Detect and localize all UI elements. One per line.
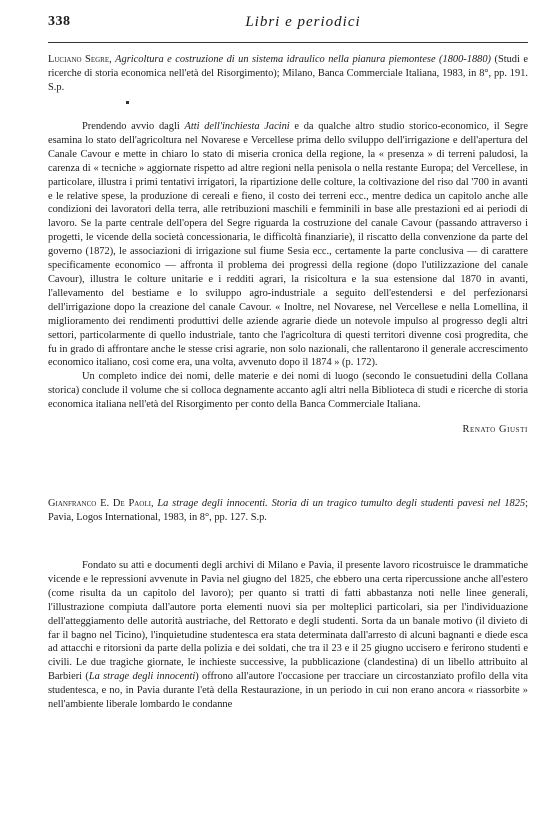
- citation-segre: Luciano Segre, Agricoltura e costruzione di un sistema idraulico nella pianura piemontese (1800-1880) (Studi e ricerche di storia economica nell'età del Risorgimento); Milano, Banca Commerciale Italiana, 1983, in 8°, pp. 191. S.p.: [48, 54, 528, 93]
- book-title: Agricoltura e costruzione di un sistema idraulico nella pianura piemontese (1800-1880): [115, 54, 491, 65]
- page-number: 338: [48, 14, 71, 29]
- running-title: Libri e periodici: [245, 14, 361, 30]
- book-details: ; Pavia, Logos International, 1983, in 8°, pp. 127. S.p.: [48, 498, 528, 524]
- review-segre: [48, 53, 528, 435]
- review-author: Luciano Segre: [48, 54, 110, 65]
- header-rule: [48, 42, 528, 43]
- ink-mark: [126, 101, 129, 104]
- review-paragraph: Prendendo avvio dagli Atti dell'inchiesta Jacini e da qualche altro studio storico-economico, il Segre esamina lo stato dell'agricoltura nel Novarese e Vercellese prima dello sviluppo dell'irrigazione e dell'apertura del Canale Cavour e mette in chiaro lo stato di miseria cronica della regione, la « presenza » di terreni paludosi, la carenza di « tecniche » aggiornate rispetto ad altre regioni nella penisola o nella restante Europa; del Vercellese, in particolare, illustra i primi tentativi irrigatori, la ripartizione delle colture, la coltivazione del riso dal '700 in avanti e le relative spese, la produzione di cereali e fieno, il costo dei terreni ecc., mentre dedica un capitolo anche alle condizioni dei lavoratori della terra, alle retribuzioni maschili e femminili in base alle prestazioni ed ai periodi di lavoro. Se la parte centrale dell'opera del Segre riguarda la costruzione del canale Cavour (passando attraverso i progetti, le vicende della società concessionaria, le difficoltà finanziarie), il riscatto della convenzione da parte del governo (1872), le associazioni di irrigazione sul fiume Sesia ecc., certamente la parte conclusiva — di carattere specificamente economico — affronta il problema dei progressi della regione (dopo l'utilizzazione del canale Cavour), illustra le colture unitarie e i redditi agrari, la risicoltura e la sua estensione dal 1870 in avanti, l'allevamento del bestiame e lo sviluppo agro-industriale a seguito dell'estendersi e del perfezionarsi dell'irrigazione dopo la creazione del canale Cavour. « Inoltre, nel Novarese, nel Vercellese e nella Lomellina, il miglioramento dei rendimenti produttivi delle aziende agrarie diede un notevole impulso al progresso degli altri settori, particolarmente di quello industriale, tanto che l'agricoltura di questi territori divenne così progredita, che fu in grado di affrontare anche le stesse crisi agrarie, non solo nazionali, che rallentarono il generale accrescimento economico italiano, così come era, una volta, avvenuto dopo il 1874 » (p. 172).: [48, 121, 528, 369]
- review-paragraph: Fondato su atti e documenti degli archivi di Milano e Pavia, il presente lavoro ricostruisce le drammatiche vicende e le repressioni avvenute in Pavia nel giugno del 1825, che ebbero una certa ripercussione anche all'estero (come risulta da un capitolo del lavoro); per quanto si tratti di fatti abbastanza noti nelle linee generali, l'illustrazione compiuta dall'autore porta elementi nuovi sia per molteplici particolari, sia per l'individuazione dell'atteggiamento delle autorità austriache, del Rettorato e degli studenti. Sorta da un banale motivo (il divieto di far il bagno nel Ticino), l'inquietudine studentesca era stata determinata dall'arresto di alcuni bagnanti e diede esca ad attacchi e ritorsioni da parte della polizia e dei soldati, che tra il 23 e il 25 giugno uccisero e ferirono studenti e civili. Le due tragiche giornate, le inchieste successive, la pubblicazione (clandestina) di un libello attribuito al Barbieri (La strage degli innocenti) offrono all'autore l'occasione per tracciare un circostanziato profilo della vita studentesca, e no, in Pavia durante l'età della Restaurazione, in un periodo in cui non erano ancora « riassorbite » nell'ambiente liberale lombardo le condanne: [48, 560, 529, 711]
- review-author: Gianfranco E. De Paoli: [48, 498, 151, 510]
- review-paragraph: Un completo indice dei nomi, delle materie e dei nomi di luogo (secondo le consuetudini della Collana storica) conclude il volume che si colloca degnamente accanto agli altri nella Biblioteca di studi e ricerche di storia economica italiana nell'età del Risorgimento per conto della Banca Commerciale Italiana.: [48, 371, 528, 411]
- book-details: (Studi e ricerche di storia economica nell'età del Risorgimento); Milano, Banca Commerciale Italiana, 1983, in 8°, pp. 191. S.p.: [48, 54, 528, 93]
- review-depaoli: [48, 497, 528, 712]
- book-title: La strage degli innocenti. Storia di un tragico tumulto degli studenti pavesi nel 1825: [157, 498, 526, 510]
- reviewer-signature: Renato Giusti: [462, 424, 528, 436]
- running-header: [48, 14, 528, 38]
- citation-depaoli: Gianfranco E. De Paoli, La strage degli innocenti. Storia di un tragico tumulto degli studenti pavesi nel 1825; Pavia, Logos International, 1983, in 8°, pp. 127. S.p.: [48, 498, 528, 524]
